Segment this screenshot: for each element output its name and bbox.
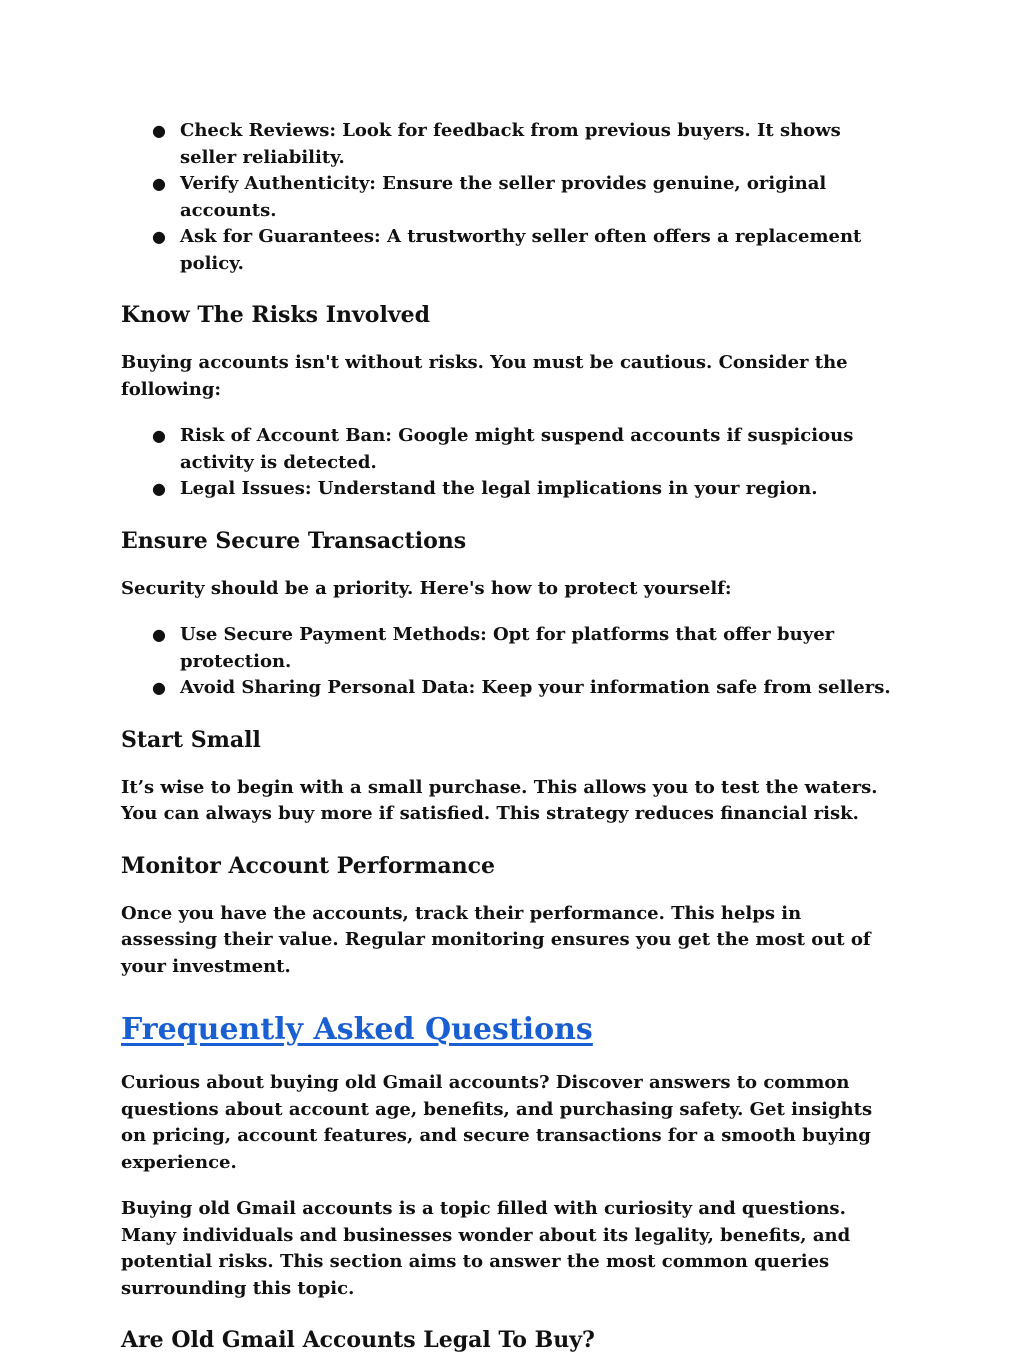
tips-list — [121, 118, 896, 277]
risks-heading: Know The Risks Involved — [121, 302, 430, 328]
bullet-icon: ● — [152, 121, 166, 140]
faq-sub-heading: Are Old Gmail Accounts Legal To Buy? — [121, 1327, 595, 1353]
bullet-icon: ● — [152, 426, 166, 445]
faq-para-1: Curious about buying old Gmail accounts? Discover answers to common questions about account age, benefits, and purchasing safety. Get insights on pricing, account features, and secure transactions for a smooth buying experience. — [121, 1072, 873, 1173]
list-item: ● Verify Authenticity: Ensure the seller provides genuine, original accounts. — [152, 173, 827, 221]
secure-list — [121, 622, 896, 702]
bullet-icon: ● — [152, 479, 166, 498]
monitor-body: Once you have the accounts, track their performance. This helps in assessing their value. Regular monitoring ensures you get the most out of your investment. — [121, 902, 871, 977]
bullet-icon: ● — [152, 227, 166, 246]
faq-para-2: Buying old Gmail accounts is a topic filled with curiosity and questions. Many individuals and businesses wonder about its legality, benefits, and potential risks. This section aims to answer the most common queries surrounding this topic. — [121, 1198, 851, 1299]
secure-intro: Security should be a priority. Here's how to protect yourself: — [121, 577, 732, 599]
list-item: ● Legal Issues: Understand the legal implications in your region. — [121, 476, 896, 503]
list-item: ● Check Reviews: Look for feedback from previous buyers. It shows seller reliability. — [152, 120, 841, 168]
bullet-icon: ● — [152, 174, 166, 193]
document-page — [121, 118, 896, 1355]
list-item: ● Risk of Account Ban: Google might suspend accounts if suspicious activity is detected. — [152, 425, 854, 473]
start-small-body: It’s wise to begin with a small purchase. This allows you to test the waters. You can always buy more if satisfied. This strategy reduces financial risk. — [121, 776, 878, 824]
bullet-icon: ● — [152, 678, 166, 697]
list-item: ● Ask for Guarantees: A trustworthy seller often offers a replacement policy. — [152, 226, 862, 274]
bullet-icon: ● — [152, 625, 166, 644]
monitor-heading: Monitor Account Performance — [121, 852, 495, 879]
list-item: ● Use Secure Payment Methods: Opt for platforms that offer buyer protection. — [152, 624, 835, 672]
faq-heading — [121, 1010, 896, 1050]
list-item: ● Avoid Sharing Personal Data: Keep your information safe from sellers. — [121, 675, 896, 702]
faq-heading-link[interactable]: Frequently Asked Questions — [121, 1012, 593, 1047]
start-small-heading: Start Small — [121, 726, 261, 753]
risks-list — [121, 423, 896, 503]
risks-intro: Buying accounts isn't without risks. You must be cautious. Consider the following: — [121, 352, 848, 400]
secure-heading: Ensure Secure Transactions — [121, 527, 467, 554]
